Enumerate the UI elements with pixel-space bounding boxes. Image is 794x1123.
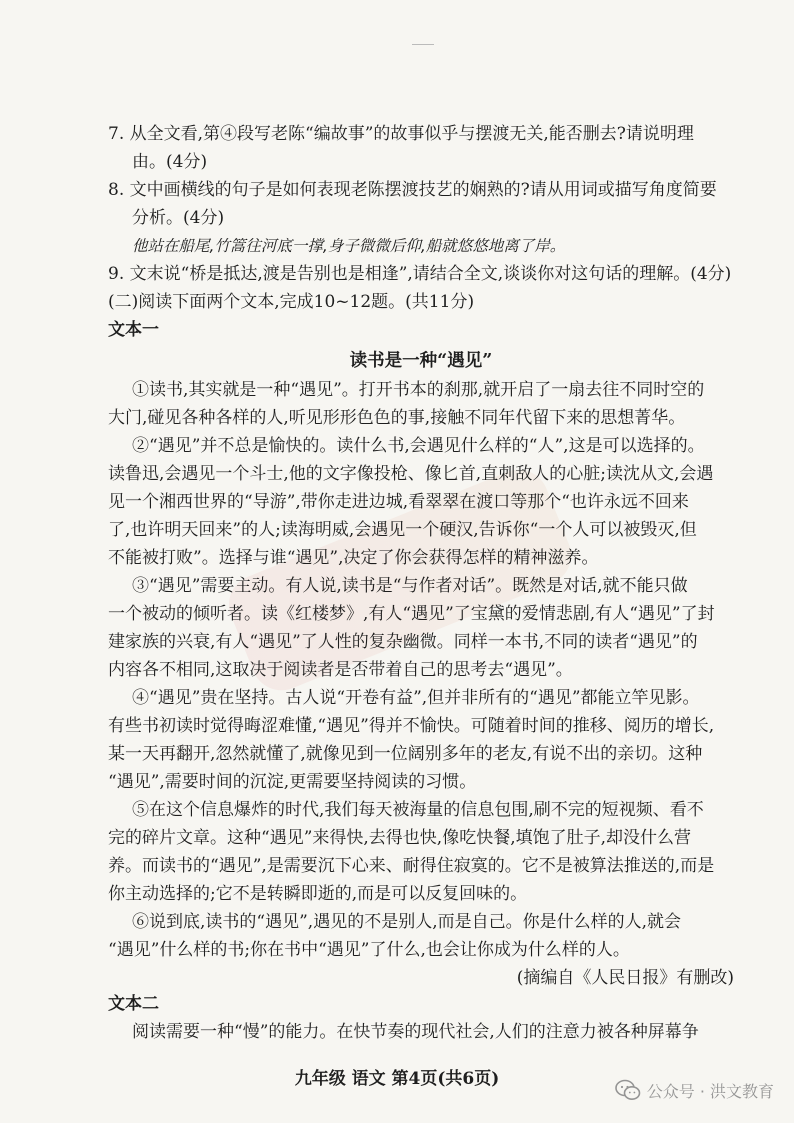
paragraph-4-line: “遇见”,需要时间的沉淀,更需要坚持阅读的习惯。 bbox=[108, 772, 477, 792]
paragraph-3-line: 建家族的兴衰,有人“遇见”了人性的复杂幽微。同样一本书,不同的读者“遇见”的 bbox=[108, 632, 698, 652]
paragraph-1-line: ①读书,其实就是一种“遇见”。打开书本的刹那,就开启了一扇去往不同时空的 bbox=[132, 380, 705, 400]
paragraph-2-line: 了,也许明天回来”的人;读海明威,会遇见一个硬汉,告诉你“一个人可以被毁灭,但 bbox=[108, 520, 697, 540]
question-7-line-2: 由。(4分) bbox=[132, 152, 208, 172]
paragraph-3-line: 一个被动的倾听者。读《红楼梦》,有人“遇见”了宝黛的爱情悲剧,有人“遇见”了封 bbox=[108, 604, 715, 624]
paragraph-2-line: 读鲁迅,会遇见一个斗士,他的文字像投枪、像匕首,直刺敌人的心脏;读沈从文,会遇 bbox=[108, 464, 714, 484]
question-8-quoted-sentence: 他站在船尾,竹篙往河底一撑,身子微微后仰,船就悠悠地离了岸。 bbox=[132, 237, 566, 255]
question-7-line-1: 7. 从全文看,第④段写老陈“编故事”的故事似乎与摆渡无关,能否删去?请说明理 bbox=[108, 124, 694, 144]
text-two-line-1: 阅读需要一种“慢”的能力。在快节奏的现代社会,人们的注意力被各种屏幕争 bbox=[132, 1022, 699, 1042]
question-8-line-1: 8. 文中画横线的句子是如何表现老陈摆渡技艺的娴熟的?请从用词或描写角度简要 bbox=[108, 180, 717, 200]
paragraph-3-line: ③“遇见”需要主动。有人说,读书是“与作者对话”。既然是对话,就不能只做 bbox=[132, 576, 688, 596]
question-block bbox=[108, 120, 734, 344]
paragraph-2-line: 不能被打败”。选择与谁“遇见”,决定了你会获得怎样的精神滋养。 bbox=[108, 548, 599, 568]
text-two bbox=[108, 990, 734, 1046]
paragraph-6-line: “遇见”什么样的书;你在书中“遇见”了什么,也会让你成为什么样的人。 bbox=[108, 940, 630, 960]
source-note: (摘编自《人民日报》有删改) bbox=[516, 968, 734, 988]
paragraph-5-line: ⑤在这个信息爆炸的时代,我们每天被海量的信息包围,刷不完的短视频、看不 bbox=[132, 800, 704, 820]
text-one-title: 读书是一种“遇见” bbox=[349, 351, 493, 371]
paragraph-5-line: 养。而读书的“遇见”,是需要沉下心来、耐得住寂寞的。它不是被算法推送的,而是 bbox=[108, 856, 715, 876]
text-one-label: 文本一 bbox=[108, 320, 159, 340]
page-footer: 九年级 语文 第4页(共6页) bbox=[294, 1069, 500, 1089]
watermark-text: 公众号 · 洪文教育 bbox=[646, 1081, 774, 1101]
paragraph-6-line: ⑥说到底,读书的“遇见”,遇见的不是别人,而是自己。你是什么样的人,就会 bbox=[132, 912, 681, 932]
top-mark bbox=[412, 44, 434, 45]
paragraph-2-line: 见一个湘西世界的“导游”,带你走进边城,看翠翠在渡口等那个“也许永远不回来 bbox=[108, 492, 689, 512]
question-8-line-2: 分析。(4分) bbox=[132, 208, 225, 228]
paragraph-2-line: ②“遇见”并不总是愉快的。读什么书,会遇见什么样的“人”,这是可以选择的。 bbox=[132, 436, 705, 456]
text-two-label: 文本二 bbox=[108, 994, 159, 1014]
text-one bbox=[108, 346, 734, 992]
paragraph-1-line: 大门,碰见各种各样的人,听见形形色色的事,接触不同年代留下来的思想菁华。 bbox=[108, 408, 686, 428]
paragraph-4-line: 有些书初读时觉得晦涩难懂,“遇见”得并不愉快。可随着时间的推移、阅历的增长, bbox=[108, 716, 715, 736]
paragraph-4-line: 某一天再翻开,忽然就懂了,就像见到一位阔别多年的老友,有说不出的亲切。这种 bbox=[108, 744, 703, 764]
wechat-logo-icon bbox=[615, 1079, 641, 1101]
paragraph-4-line: ④“遇见”贵在坚持。古人说“开卷有益”,但并非所有的“遇见”都能立竿见影。 bbox=[132, 688, 700, 708]
paragraph-5-line: 你主动选择的;它不是转瞬即逝的,而是可以反复回味的。 bbox=[108, 884, 528, 904]
paragraph-3-line: 内容各不相同,这取决于阅读者是否带着自己的思考去“遇见”。 bbox=[108, 660, 573, 680]
paragraph-5-line: 完的碎片文章。这种“遇见”来得快,去得也快,像吃快餐,填饱了肚子,却没什么营 bbox=[108, 828, 691, 848]
question-9: 9. 文末说“桥是抵达,渡是告别也是相逢”,请结合全文,谈谈你对这句话的理解。(4分) bbox=[108, 264, 732, 284]
section-heading: (二)阅读下面两个文本,完成10~12题。(共11分) bbox=[108, 292, 475, 312]
account-watermark bbox=[615, 1076, 774, 1104]
